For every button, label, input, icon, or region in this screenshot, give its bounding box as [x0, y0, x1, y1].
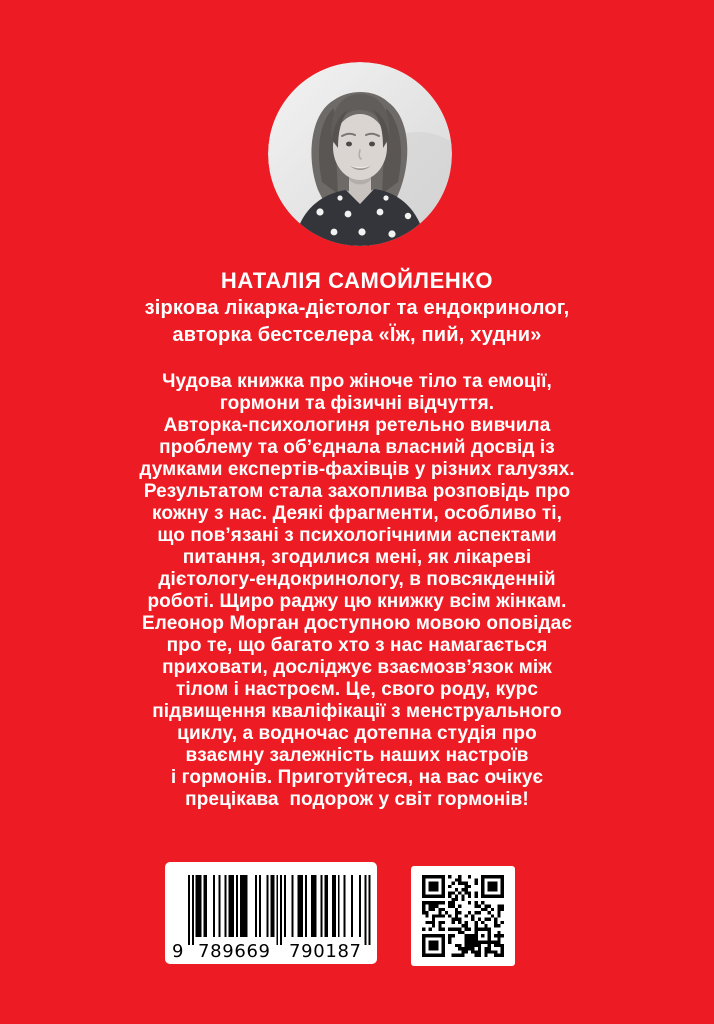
blurb-line: кожну з нас. Деякі фрагменти, особливо ті,: [151, 503, 563, 524]
blurb-line: дієтологу-ендокринологу, в повсякденній: [158, 569, 556, 590]
blurb-text: [77, 371, 637, 811]
isbn-barcode: [165, 862, 377, 964]
blurb-line: гормони та фізичні відчуття.: [219, 393, 495, 414]
blurb-line: питання, згодилися мені, як лікареві: [182, 547, 532, 568]
blurb-line: думками експертів-фахівців у різних галузях.: [139, 459, 575, 480]
blurb-line: приховати, досліджує взаємозв’язок між: [162, 657, 552, 678]
svg-text:790187: 790187: [289, 941, 361, 962]
svg-text:9: 9: [172, 941, 184, 962]
blurb-line: тілом і настроєм. Це, свого роду, курс: [175, 679, 539, 700]
blurb-line: Чудова книжка про жіноче тіло та емоції,: [162, 371, 552, 392]
blurb-line: Авторка-психологиня ретельно вивчила: [163, 415, 551, 436]
blurb-line: Результатом стала захоплива розповідь про: [143, 481, 571, 502]
author-photo: [268, 62, 452, 246]
blurb-line: підвищення кваліфікації з менструального: [152, 701, 562, 722]
blurb-line: що пов’язані з психологічними аспектами: [157, 525, 557, 546]
blurb-line: роботі. Щиро раджу цю книжку всім жінкам.: [147, 591, 567, 612]
svg-text:789669: 789669: [198, 941, 270, 962]
author-subtitle-line: зіркова лікарка-дієтолог та ендокринолог,: [144, 297, 570, 319]
blurb-line: Елеонор Морган доступною мовою оповідає: [142, 613, 572, 634]
blurb-line: циклу, а водночас дотепна студія про: [177, 723, 537, 744]
blurb-line: взаємну залежність наших настроїв: [185, 745, 529, 766]
blurb-line: про те, що багато хто з нас намагається: [166, 635, 548, 656]
author-block: [0, 266, 714, 349]
blurb-line: проблему та об’єднала власний досвід із: [159, 437, 555, 458]
author-subtitle-line: авторка бестселера «Їж, пий, худни»: [172, 324, 542, 346]
blurb-line: і гормонів. Приготуйтеся, на вас очікує: [170, 767, 544, 788]
author-portrait-illustration: [268, 62, 452, 246]
blurb-line: прецікава подорож у світ гормонів!: [185, 789, 529, 810]
qr-code: [411, 866, 515, 966]
author-name: НАТАЛІЯ САМОЙЛЕНКО: [220, 268, 494, 293]
